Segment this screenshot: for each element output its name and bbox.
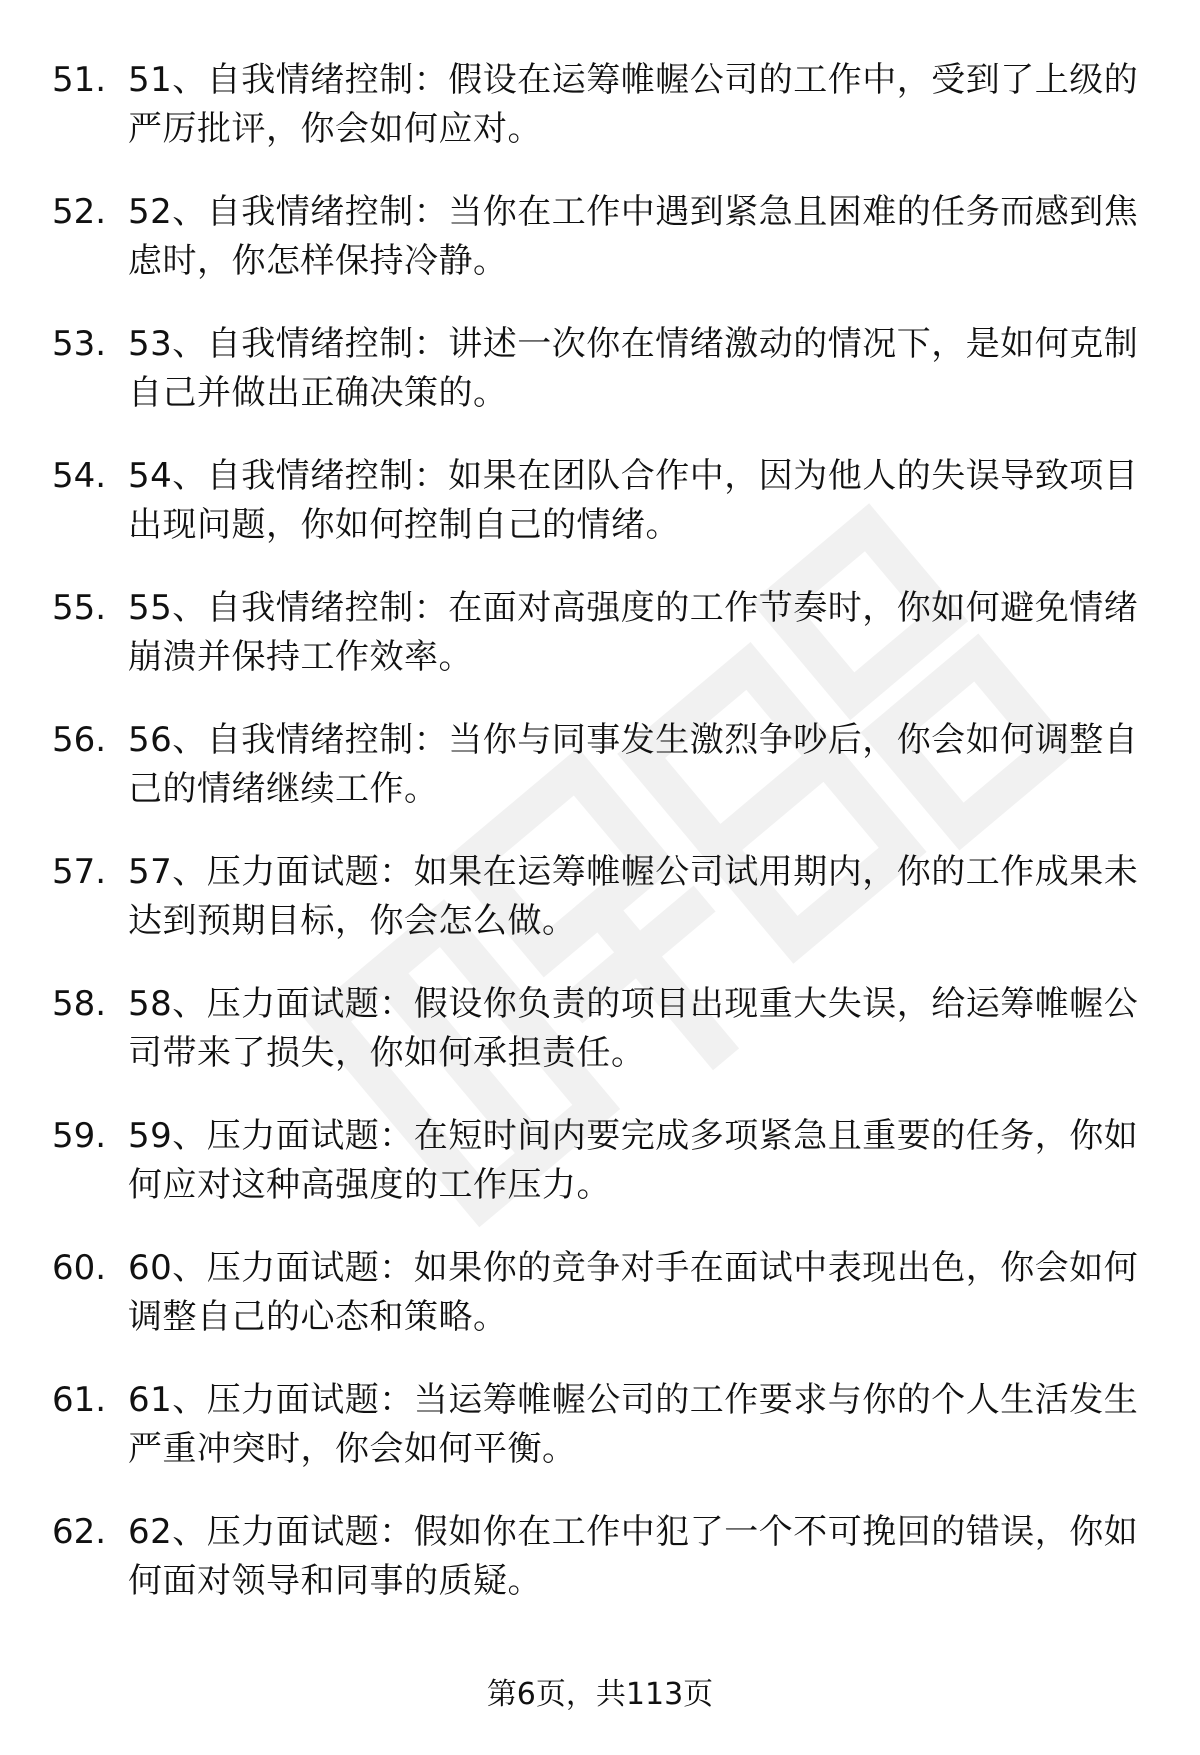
- question-text: 61、压力面试题：当运筹帷幄公司的工作要求与你的个人生活发生严重冲突时，你会如何平衡。: [128, 1380, 1139, 1469]
- list-item: [0, 1508, 1200, 1640]
- list-item: [0, 980, 1200, 1112]
- question-text: 51、自我情绪控制：假设在运筹帷幄公司的工作中，受到了上级的严厉批评，你会如何应对。: [128, 60, 1139, 149]
- page-footer: 第6页，共113页: [486, 1677, 714, 1712]
- question-number: 54.: [52, 456, 107, 496]
- list-item: [0, 1376, 1200, 1508]
- list-item: [0, 1244, 1200, 1376]
- question-number: 59.: [52, 1116, 107, 1156]
- question-text: 57、压力面试题：如果在运筹帷幄公司试用期内，你的工作成果未达到预期目标，你会怎么做。: [128, 852, 1139, 941]
- list-item: [0, 716, 1200, 848]
- question-list: [0, 56, 1200, 1640]
- question-number: 61.: [52, 1380, 107, 1420]
- question-number: 58.: [52, 984, 107, 1024]
- question-text: 52、自我情绪控制：当你在工作中遇到紧急且困难的任务而感到焦虑时，你怎样保持冷静。: [128, 192, 1139, 281]
- question-text: 60、压力面试题：如果你的竞争对手在面试中表现出色，你会如何调整自己的心态和策略。: [128, 1248, 1139, 1337]
- question-number: 53.: [52, 324, 107, 364]
- question-text: 56、自我情绪控制：当你与同事发生激烈争吵后，你会如何调整自己的情绪继续工作。: [128, 720, 1139, 809]
- list-item: [0, 452, 1200, 584]
- question-number: 51.: [52, 60, 107, 100]
- question-number: 52.: [52, 192, 107, 232]
- question-number: 60.: [52, 1248, 107, 1288]
- question-text: 54、自我情绪控制：如果在团队合作中，因为他人的失误导致项目出现问题，你如何控制自己的情绪。: [128, 456, 1139, 545]
- question-text: 59、压力面试题：在短时间内要完成多项紧急且重要的任务，你如何应对这种高强度的工作压力。: [128, 1116, 1139, 1205]
- question-number: 62.: [52, 1512, 107, 1552]
- list-item: [0, 188, 1200, 320]
- list-item: [0, 848, 1200, 980]
- question-text: 62、压力面试题：假如你在工作中犯了一个不可挽回的错误，你如何面对领导和同事的质疑。: [128, 1512, 1139, 1601]
- list-item: [0, 1112, 1200, 1244]
- list-item: [0, 56, 1200, 188]
- question-text: 58、压力面试题：假设你负责的项目出现重大失误，给运筹帷幄公司带来了损失，你如何承担责任。: [128, 984, 1139, 1073]
- list-item: [0, 320, 1200, 452]
- list-item: [0, 584, 1200, 716]
- question-number: 55.: [52, 588, 107, 628]
- question-number: 57.: [52, 852, 107, 892]
- question-text: 55、自我情绪控制：在面对高强度的工作节奏时，你如何避免情绪崩溃并保持工作效率。: [128, 588, 1139, 677]
- question-text: 53、自我情绪控制：讲述一次你在情绪激动的情况下，是如何克制自己并做出正确决策的。: [128, 324, 1139, 413]
- question-number: 56.: [52, 720, 107, 760]
